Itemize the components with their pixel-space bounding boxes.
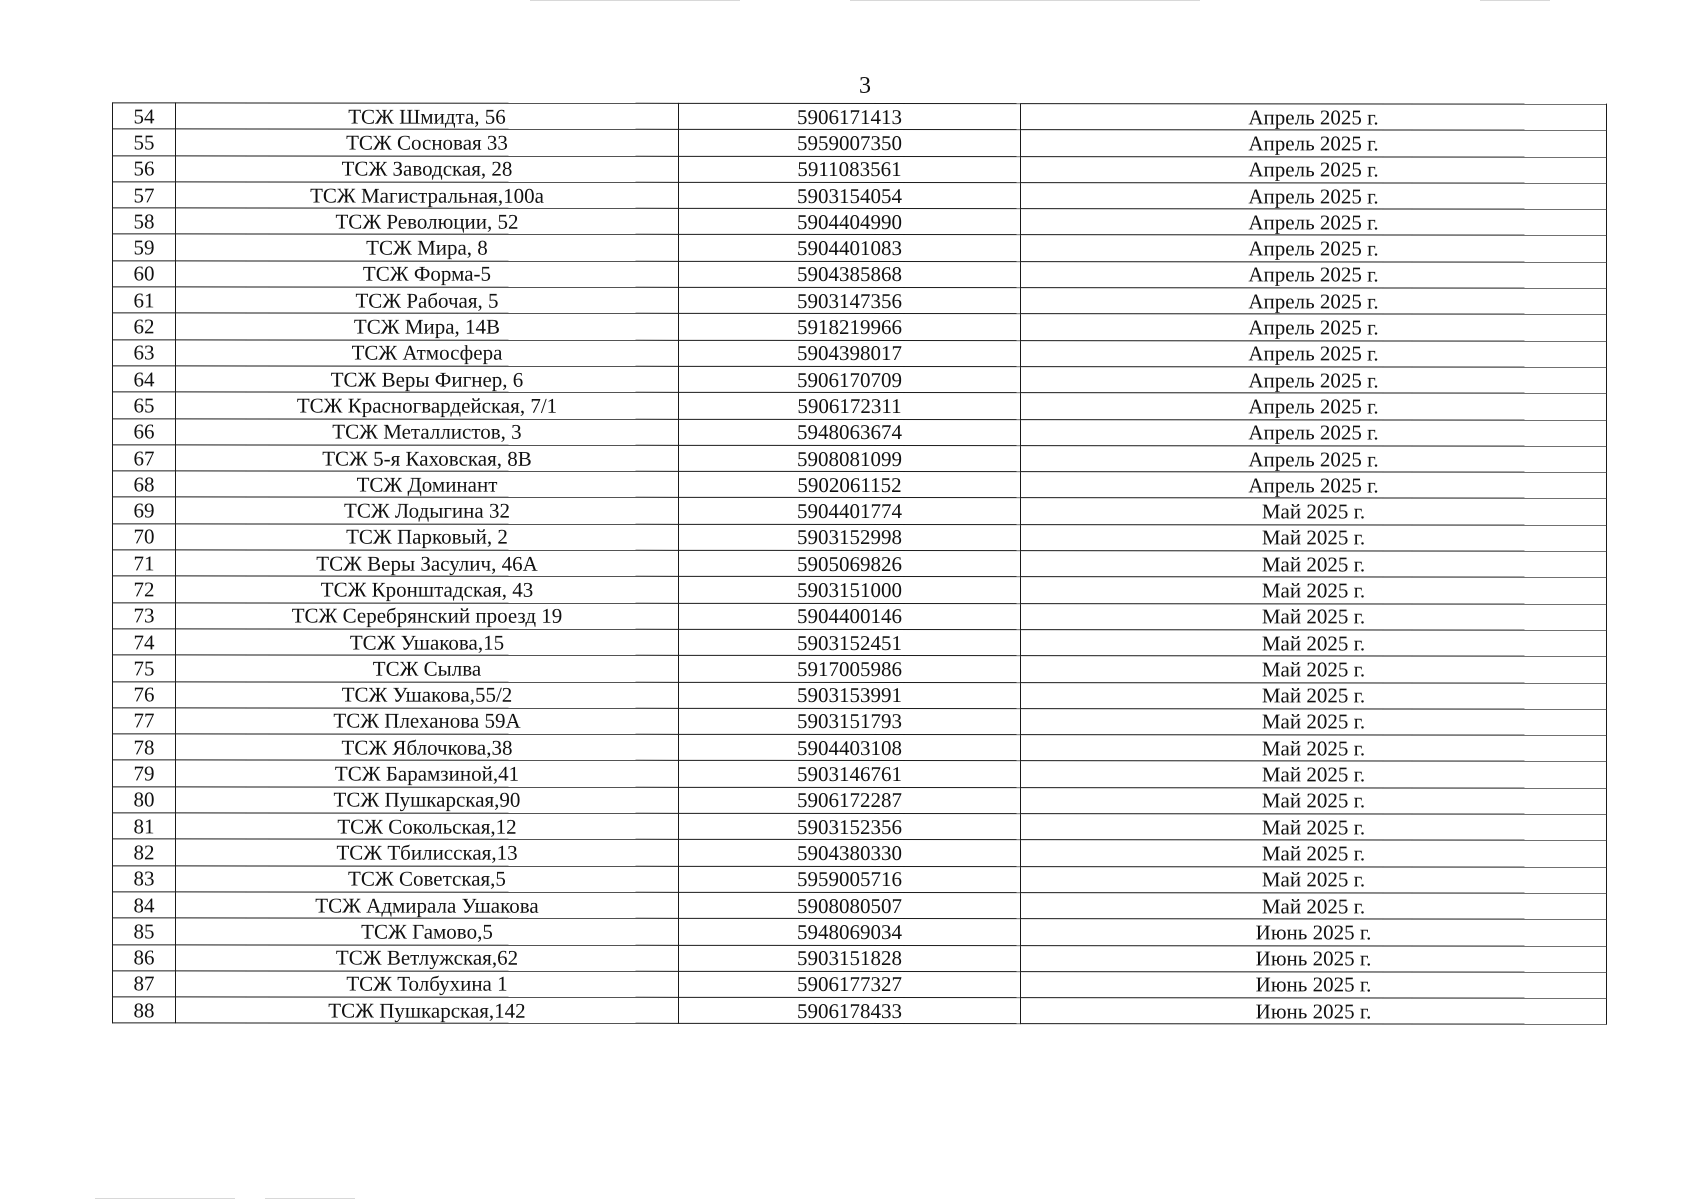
inn-cell: 5903152998 xyxy=(679,524,1021,551)
inn-cell: 5904398017 xyxy=(679,340,1021,367)
row-number-cell: 79 xyxy=(113,760,176,786)
table-row xyxy=(113,787,1607,815)
organization-name-cell: ТСЖ Мира, 8 xyxy=(176,234,679,261)
inn-cell: 5906171413 xyxy=(679,103,1021,130)
row-number-cell: 55 xyxy=(113,129,176,155)
row-number-cell: 66 xyxy=(113,418,176,444)
table-row xyxy=(113,261,1607,289)
date-cell: Май 2025 г. xyxy=(1021,735,1607,762)
date-cell: Апрель 2025 г. xyxy=(1021,156,1607,183)
table-row xyxy=(113,681,1607,709)
table-row xyxy=(113,918,1607,946)
date-cell: Май 2025 г. xyxy=(1021,708,1607,735)
row-number-cell: 75 xyxy=(113,655,176,681)
inn-cell: 5904401083 xyxy=(679,235,1021,262)
date-cell: Май 2025 г. xyxy=(1021,630,1607,657)
table-row xyxy=(113,576,1607,604)
inn-cell: 5911083561 xyxy=(679,156,1021,183)
inn-cell: 5906178433 xyxy=(679,997,1021,1024)
row-number-cell: 73 xyxy=(113,602,176,628)
organization-name-cell: ТСЖ Тбилисская,13 xyxy=(176,839,679,866)
table-row xyxy=(113,155,1607,183)
inn-cell: 5903147356 xyxy=(679,287,1021,314)
row-number-cell: 80 xyxy=(113,787,176,813)
organization-name-cell: ТСЖ Советская,5 xyxy=(176,866,679,893)
table-row xyxy=(113,340,1607,368)
organization-name-cell: ТСЖ Доминант xyxy=(176,471,679,498)
date-cell: Май 2025 г. xyxy=(1021,682,1607,709)
date-cell: Май 2025 г. xyxy=(1021,551,1607,578)
inn-cell: 5903151828 xyxy=(679,945,1021,972)
date-cell: Апрель 2025 г. xyxy=(1021,393,1607,420)
table-row xyxy=(113,471,1607,499)
row-number-cell: 71 xyxy=(113,550,176,576)
table-row xyxy=(113,445,1607,473)
organization-name-cell: ТСЖ Веры Засулич, 46А xyxy=(176,550,679,577)
table-body xyxy=(113,103,1607,1025)
inn-cell: 5903146761 xyxy=(679,761,1021,788)
organization-name-cell: ТСЖ Форма-5 xyxy=(176,261,679,288)
row-number-cell: 68 xyxy=(113,471,176,497)
date-cell: Апрель 2025 г. xyxy=(1021,419,1607,446)
inn-cell: 5903151793 xyxy=(679,708,1021,735)
inn-cell: 5904400146 xyxy=(679,603,1021,630)
inn-cell: 5902061152 xyxy=(679,471,1021,498)
date-cell: Июнь 2025 г. xyxy=(1021,919,1607,946)
organization-name-cell: ТСЖ Барамзиной,41 xyxy=(176,760,679,787)
row-number-cell: 59 xyxy=(113,234,176,260)
table-row xyxy=(113,813,1607,841)
date-cell: Апрель 2025 г. xyxy=(1021,367,1607,394)
scan-edge-top-right xyxy=(1480,0,1550,1)
inn-cell: 5904401774 xyxy=(679,498,1021,525)
organization-name-cell: ТСЖ Сокольская,12 xyxy=(176,813,679,840)
organization-name-cell: ТСЖ Толбухина 1 xyxy=(176,971,679,998)
organization-name-cell: ТСЖ Веры Фигнер, 6 xyxy=(176,366,679,393)
date-cell: Апрель 2025 г. xyxy=(1021,209,1607,236)
organization-name-cell: ТСЖ Металлистов, 3 xyxy=(176,418,679,445)
organization-name-cell: ТСЖ Плеханова 59А xyxy=(176,708,679,735)
date-cell: Май 2025 г. xyxy=(1021,866,1607,893)
organization-name-cell: ТСЖ Яблочкова,38 xyxy=(176,734,679,761)
row-number-cell: 69 xyxy=(113,497,176,523)
inn-cell: 5959005716 xyxy=(679,866,1021,893)
date-cell: Май 2025 г. xyxy=(1021,603,1607,630)
inn-cell: 5948069034 xyxy=(679,919,1021,946)
table-row xyxy=(113,497,1607,525)
inn-cell: 5904404990 xyxy=(679,209,1021,236)
organization-name-cell: ТСЖ Гамово,5 xyxy=(176,918,679,945)
date-cell: Май 2025 г. xyxy=(1021,498,1607,525)
date-cell: Апрель 2025 г. xyxy=(1021,472,1607,499)
row-number-cell: 85 xyxy=(113,918,176,944)
row-number-cell: 64 xyxy=(113,366,176,392)
date-cell: Апрель 2025 г. xyxy=(1021,445,1607,472)
row-number-cell: 81 xyxy=(113,813,176,839)
row-number-cell: 72 xyxy=(113,576,176,602)
inn-cell: 5906177327 xyxy=(679,971,1021,998)
row-number-cell: 74 xyxy=(113,629,176,655)
organization-name-cell: ТСЖ Парковый, 2 xyxy=(176,524,679,551)
organization-name-cell: ТСЖ Пушкарская,90 xyxy=(176,787,679,814)
row-number-cell: 54 xyxy=(113,103,176,129)
organization-name-cell: ТСЖ Заводская, 28 xyxy=(176,155,679,182)
organization-name-cell: ТСЖ Лодыгина 32 xyxy=(176,497,679,524)
inn-cell: 5903154054 xyxy=(679,182,1021,209)
scan-edge-bottom-mid xyxy=(265,1198,355,1199)
organization-name-cell: ТСЖ Адмирала Ушакова xyxy=(176,892,679,919)
organizations-table xyxy=(112,102,1607,1025)
inn-cell: 5903152451 xyxy=(679,629,1021,656)
row-number-cell: 58 xyxy=(113,208,176,234)
inn-cell: 5906172287 xyxy=(679,787,1021,814)
organization-name-cell: ТСЖ Революции, 52 xyxy=(176,208,679,235)
row-number-cell: 57 xyxy=(113,182,176,208)
date-cell: Апрель 2025 г. xyxy=(1021,130,1607,157)
table-row xyxy=(113,208,1607,236)
organization-name-cell: ТСЖ Сосновая 33 xyxy=(176,129,679,156)
date-cell: Май 2025 г. xyxy=(1021,814,1607,841)
table-row xyxy=(113,392,1607,420)
row-number-cell: 63 xyxy=(113,340,176,366)
row-number-cell: 82 xyxy=(113,839,176,865)
row-number-cell: 88 xyxy=(113,997,176,1023)
date-cell: Май 2025 г. xyxy=(1021,577,1607,604)
date-cell: Апрель 2025 г. xyxy=(1021,261,1607,288)
date-cell: Июнь 2025 г. xyxy=(1021,945,1607,972)
row-number-cell: 70 xyxy=(113,524,176,550)
scan-edge-top-mid xyxy=(850,0,1200,1)
organization-name-cell: ТСЖ Магистральная,100а xyxy=(176,182,679,209)
inn-cell: 5903153991 xyxy=(679,682,1021,709)
organization-name-cell: ТСЖ Серебрянский проезд 19 xyxy=(176,603,679,630)
inn-cell: 5903152356 xyxy=(679,813,1021,840)
page-number: 3 xyxy=(859,73,871,99)
row-number-cell: 83 xyxy=(113,865,176,891)
date-cell: Апрель 2025 г. xyxy=(1021,104,1607,131)
organization-name-cell: ТСЖ Сылва xyxy=(176,655,679,682)
table-row xyxy=(113,892,1607,920)
inn-cell: 5904385868 xyxy=(679,261,1021,288)
table-row xyxy=(113,839,1607,867)
inn-cell: 5917005986 xyxy=(679,656,1021,683)
row-number-cell: 77 xyxy=(113,708,176,734)
table-row xyxy=(113,971,1607,999)
table-row xyxy=(113,865,1607,893)
date-cell: Июнь 2025 г. xyxy=(1021,998,1607,1025)
inn-cell: 5918219966 xyxy=(679,314,1021,341)
organization-name-cell: ТСЖ Рабочая, 5 xyxy=(176,287,679,314)
date-cell: Апрель 2025 г. xyxy=(1021,235,1607,262)
inn-cell: 5959007350 xyxy=(679,130,1021,157)
table-row xyxy=(113,103,1607,131)
table-row xyxy=(113,997,1607,1025)
row-number-cell: 76 xyxy=(113,681,176,707)
inn-cell: 5948063674 xyxy=(679,419,1021,446)
row-number-cell: 62 xyxy=(113,313,176,339)
table-row xyxy=(113,760,1607,788)
organization-name-cell: ТСЖ 5-я Каховская, 8В xyxy=(176,445,679,472)
table-row xyxy=(113,734,1607,762)
row-number-cell: 56 xyxy=(113,155,176,181)
row-number-cell: 78 xyxy=(113,734,176,760)
row-number-cell: 84 xyxy=(113,892,176,918)
organization-name-cell: ТСЖ Ушакова,55/2 xyxy=(176,681,679,708)
date-cell: Апрель 2025 г. xyxy=(1021,288,1607,315)
date-cell: Май 2025 г. xyxy=(1021,656,1607,683)
organization-name-cell: ТСЖ Пушкарская,142 xyxy=(176,997,679,1024)
table-row xyxy=(113,182,1607,210)
row-number-cell: 60 xyxy=(113,261,176,287)
table-row xyxy=(113,550,1607,578)
table-row xyxy=(113,655,1607,683)
inn-cell: 5906172311 xyxy=(679,393,1021,420)
date-cell: Май 2025 г. xyxy=(1021,787,1607,814)
table-row xyxy=(113,313,1607,341)
date-cell: Апрель 2025 г. xyxy=(1021,183,1607,210)
table-row xyxy=(113,234,1607,262)
table-row xyxy=(113,708,1607,736)
scan-edge-bottom-left xyxy=(95,1198,235,1199)
table-row xyxy=(113,129,1607,157)
organization-name-cell: ТСЖ Шмидта, 56 xyxy=(176,103,679,130)
inn-cell: 5905069826 xyxy=(679,550,1021,577)
inn-cell: 5908080507 xyxy=(679,892,1021,919)
organization-name-cell: ТСЖ Красногвардейская, 7/1 xyxy=(176,392,679,419)
date-cell: Апрель 2025 г. xyxy=(1021,340,1607,367)
table-row xyxy=(113,602,1607,630)
scan-edge-top-left xyxy=(530,0,740,1)
organization-name-cell: ТСЖ Ушакова,15 xyxy=(176,629,679,656)
table-row xyxy=(113,629,1607,657)
organization-name-cell: ТСЖ Атмосфера xyxy=(176,340,679,367)
organization-name-cell: ТСЖ Мира, 14В xyxy=(176,313,679,340)
date-cell: Май 2025 г. xyxy=(1021,761,1607,788)
date-cell: Апрель 2025 г. xyxy=(1021,314,1607,341)
row-number-cell: 86 xyxy=(113,944,176,970)
date-cell: Май 2025 г. xyxy=(1021,893,1607,920)
organization-name-cell: ТСЖ Кронштадская, 43 xyxy=(176,576,679,603)
row-number-cell: 67 xyxy=(113,445,176,471)
inn-cell: 5904380330 xyxy=(679,840,1021,867)
date-cell: Май 2025 г. xyxy=(1021,524,1607,551)
table-row xyxy=(113,366,1607,394)
row-number-cell: 65 xyxy=(113,392,176,418)
inn-cell: 5906170709 xyxy=(679,366,1021,393)
row-number-cell: 61 xyxy=(113,287,176,313)
inn-cell: 5908081099 xyxy=(679,445,1021,472)
table-row xyxy=(113,944,1607,972)
date-cell: Июнь 2025 г. xyxy=(1021,971,1607,998)
table-row xyxy=(113,524,1607,552)
inn-cell: 5903151000 xyxy=(679,577,1021,604)
date-cell: Май 2025 г. xyxy=(1021,840,1607,867)
table-row xyxy=(113,418,1607,446)
row-number-cell: 87 xyxy=(113,971,176,997)
inn-cell: 5904403108 xyxy=(679,734,1021,761)
organization-name-cell: ТСЖ Ветлужская,62 xyxy=(176,944,679,971)
table-row xyxy=(113,287,1607,315)
